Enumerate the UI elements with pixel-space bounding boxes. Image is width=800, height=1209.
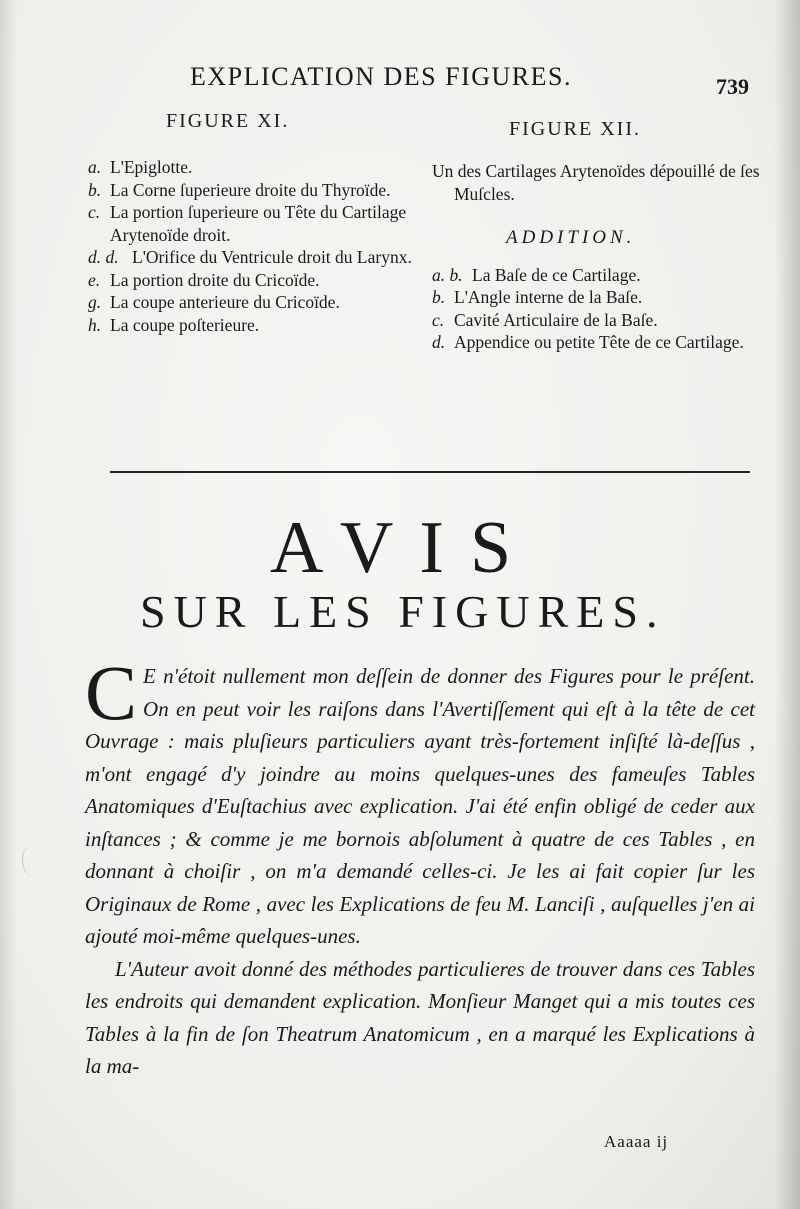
legend-item bbox=[432, 286, 762, 309]
legend-letter: a. b. bbox=[432, 264, 463, 285]
legend-letter: h. bbox=[88, 314, 102, 335]
figure-xi-legend bbox=[88, 156, 418, 336]
legend-text: La coupe poſterieure. bbox=[110, 314, 260, 335]
avis-paragraph-2: L'Auteur avoit donné des méthodes particulieres de trouver dans ces Tables les endroits qui demandent explication. Monſieur Manget qui a mis toutes ces Tables à la fin de ſon Theatrum Anatomicum , en a marqué les Explications à la ma- bbox=[85, 956, 755, 1078]
legend-letter: a. bbox=[88, 157, 102, 177]
legend-item bbox=[88, 201, 418, 246]
legend-text: Cavité Articulaire de la Baſe. bbox=[454, 309, 658, 330]
legend-item bbox=[432, 331, 762, 354]
legend-letter: e. bbox=[88, 269, 101, 290]
legend-letter: d. bbox=[432, 332, 446, 352]
legend-text: L'Angle interne de la Baſe. bbox=[454, 287, 643, 307]
legend-item bbox=[432, 264, 762, 287]
figure-xi-heading: FIGURE XI. bbox=[166, 110, 290, 132]
legend-text: L'Epiglotte. bbox=[110, 157, 193, 177]
drop-cap: C bbox=[85, 649, 138, 736]
figure-xii-legend bbox=[432, 160, 762, 354]
figure-xii-heading: FIGURE XII. bbox=[509, 118, 641, 140]
legend-text: La Corne ſuperieure droite du Thyroïde. bbox=[110, 179, 391, 200]
page-gutter-shadow bbox=[774, 0, 800, 1209]
avis-title: AVIS bbox=[270, 507, 538, 589]
legend-item bbox=[88, 156, 418, 179]
catchword: Aaaaa ij bbox=[604, 1132, 669, 1151]
legend-item bbox=[88, 314, 418, 337]
avis-body bbox=[85, 649, 755, 1083]
legend-letter: b. bbox=[432, 287, 446, 307]
legend-letter: d. d. bbox=[88, 247, 119, 267]
legend-item bbox=[88, 246, 418, 269]
legend-text: La portion ſuperieure ou Tête du Cartilage Arytenoïde droit. bbox=[110, 202, 407, 245]
avis-paragraph-1 bbox=[85, 649, 755, 953]
addition-heading: ADDITION. bbox=[506, 227, 636, 248]
legend-text: La Baſe de ce Cartilage. bbox=[472, 264, 641, 285]
legend-text: La coupe anterieure du Cricoïde. bbox=[110, 292, 340, 312]
legend-item bbox=[88, 269, 418, 292]
running-head: EXPLICATION DES FIGURES. bbox=[190, 62, 572, 91]
legend-item bbox=[88, 179, 418, 202]
figure-xii-description: Un des Cartilages Arytenoïdes dépouillé de ſes Muſcles. bbox=[432, 161, 760, 204]
paragraph-1-text: E n'étoit nullement mon deſſein de donner des Figures pour le préſent. On en peut voir les raiſons dans l'Avertiſſement qui eſt à la tête de cet Ouvrage : mais pluſieurs particuliers ayant très-fortement inſiſté là-deſſus , m'ont engagé d'y joindre au moins quelques-unes des fameuſes Tables Anatomiques d'Euſtachius avec explication. J'ai été enfin obligé de ceder aux inſtances ; & comme je me bornois abſolument à quatre de ces Tables , en donnant à choiſir , on m'a demandé celles-ci. Je les ai fait copier ſur les Originaux de Rome , avec les Explications de feu M. Lanciſi , auſquelles j'en ai ajouté moi-même quelques-unes. bbox=[85, 664, 755, 948]
pencil-mark bbox=[22, 848, 39, 876]
legend-text: Appendice ou petite Tête de ce Cartilage. bbox=[454, 332, 744, 352]
legend-text: L'Orifice du Ventricule droit du Larynx. bbox=[132, 247, 412, 267]
legend-letter: c. bbox=[432, 309, 445, 330]
legend-letter: b. bbox=[88, 179, 102, 200]
page-left-edge bbox=[0, 0, 18, 1209]
addition-items bbox=[432, 264, 762, 354]
avis-subtitle: SUR LES FIGURES. bbox=[140, 586, 666, 637]
legend-letter: c. bbox=[88, 202, 101, 222]
section-rule bbox=[110, 471, 750, 473]
page-number: 739 bbox=[716, 74, 749, 99]
legend-text: La portion droite du Cricoïde. bbox=[110, 269, 320, 290]
legend-item bbox=[432, 309, 762, 332]
legend-letter: g. bbox=[88, 292, 102, 312]
legend-item bbox=[88, 291, 418, 314]
